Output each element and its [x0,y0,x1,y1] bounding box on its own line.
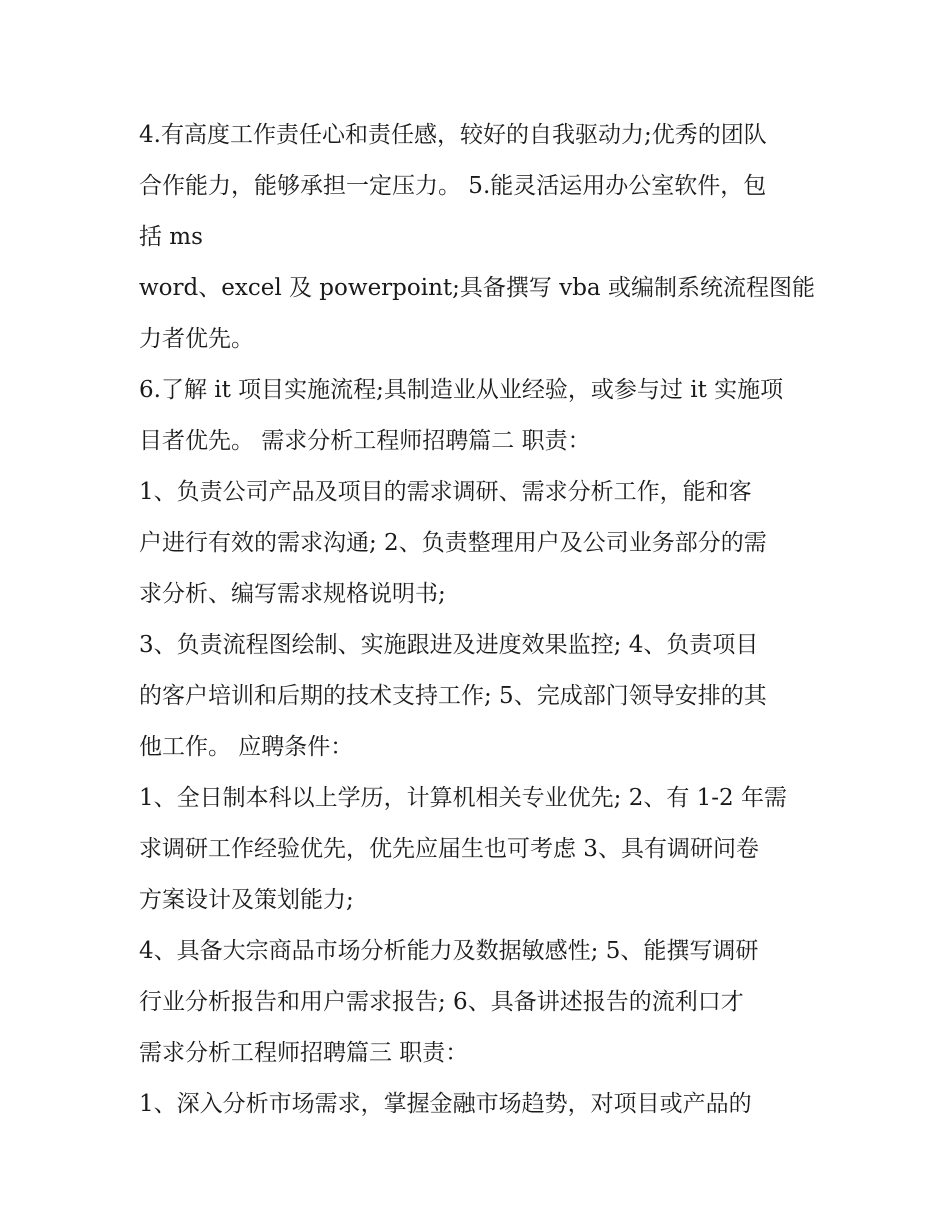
text-line: 括 ms [139,224,203,250]
text-line: 需求分析工程师招聘篇三 职责： [139,1040,469,1066]
text-line: 求分析、编写需求规格说明书; [139,581,446,607]
text-line: 力者优先。 [139,326,254,352]
text-line: 户进行有效的需求沟通; 2、负责整理用户及公司业务部分的需 [139,530,767,556]
text-line: 1、深入分析市场需求，掌握金融市场趋势，对项目或产品的 [139,1091,752,1117]
text-line: 3、负责流程图绘制、实施跟进及进度效果监控; 4、负责项目 [139,632,759,658]
text-line: 4、具备大宗商品市场分析能力及数据敏感性; 5、能撰写调研 [139,938,759,964]
text-line: 1、负责公司产品及项目的需求调研、需求分析工作，能和客 [139,479,752,505]
text-line: 6.了解 it 项目实施流程;具制造业从业经验，或参与过 it 实施项 [139,377,784,403]
text-line: 方案设计及策划能力; [139,887,354,913]
document-body [139,110,819,1130]
text-line: 目者优先。 需求分析工程师招聘篇二 职责： [139,428,591,454]
text-line: 合作能力，能够承担一定压力。 5.能灵活运用办公室软件，包 [139,173,767,199]
text-line: 他工作。 应聘条件： [139,734,354,760]
text-line: 4.有高度工作责任心和责任感，较好的自我驱动力;优秀的团队 [139,122,767,148]
text-line: 1、全日制本科以上学历，计算机相关专业优先; 2、有 1-2 年需 [139,785,787,811]
text-line: 的客户培训和后期的技术支持工作; 5、完成部门领导安排的其 [139,683,767,709]
text-line: 行业分析报告和用户需求报告; 6、具备讲述报告的流利口才 [139,989,744,1015]
text-line: word、excel 及 powerpoint;具备撰写 vba 或编制系统流程图能 [139,275,815,301]
text-line: 求调研工作经验优先，优先应届生也可考虑 3、具有调研问卷 [139,836,759,862]
